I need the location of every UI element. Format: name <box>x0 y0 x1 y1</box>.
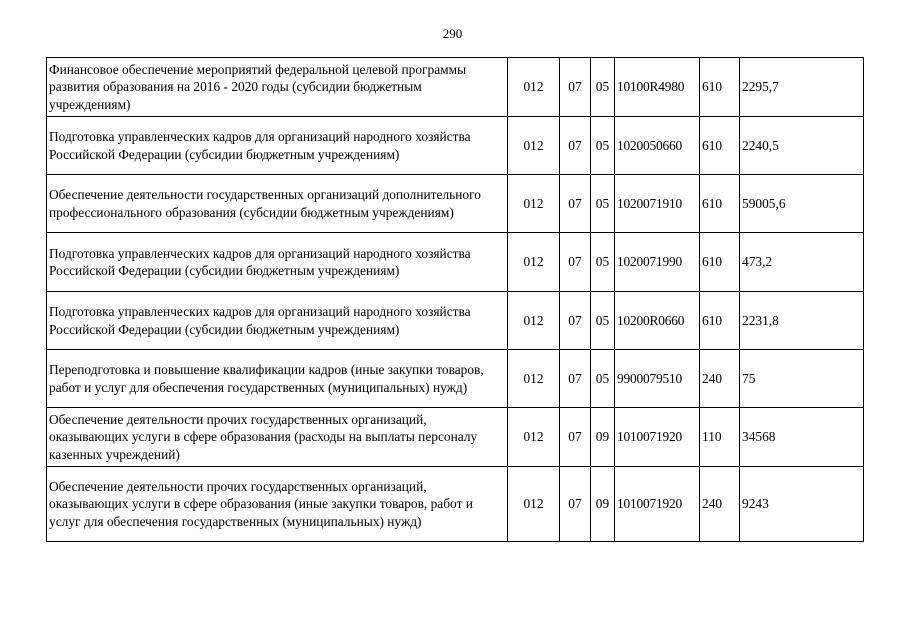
section-code-cell: 07 <box>560 292 591 350</box>
expense-type-code-cell: 240 <box>700 467 740 542</box>
amount-cell: 2231,8 <box>740 292 864 350</box>
expense-name-cell: Подготовка управленческих кадров для организаций народного хозяйства Российской Федерации (субсидии бюджетным учреждениям) <box>47 117 508 175</box>
section-code-cell: 07 <box>560 175 591 233</box>
expense-type-code-cell: 610 <box>700 233 740 292</box>
target-item-code-cell: 1020050660 <box>615 117 700 175</box>
expense-name-cell: Подготовка управленческих кадров для организаций народного хозяйства Российской Федерации (субсидии бюджетным учреждениям) <box>47 233 508 292</box>
amount-cell: 59005,6 <box>740 175 864 233</box>
section-code-cell: 07 <box>560 408 591 467</box>
expense-type-code-cell: 610 <box>700 117 740 175</box>
target-item-code-cell: 1010071920 <box>615 408 700 467</box>
subsection-code-cell: 05 <box>591 175 615 233</box>
ministry-code-cell: 012 <box>508 175 560 233</box>
expense-type-code-cell: 610 <box>700 58 740 117</box>
amount-cell: 473,2 <box>740 233 864 292</box>
expense-name-cell: Подготовка управленческих кадров для организаций народного хозяйства Российской Федерации (субсидии бюджетным учреждениям) <box>47 292 508 350</box>
subsection-code-cell: 05 <box>591 233 615 292</box>
table-row <box>47 292 864 350</box>
ministry-code-cell: 012 <box>508 350 560 408</box>
subsection-code-cell: 09 <box>591 408 615 467</box>
expense-name-cell: Финансовое обеспечение мероприятий федеральной целевой программы развития образования на 2016 - 2020 годы (субсидии бюджетным учреждениям) <box>47 58 508 117</box>
amount-cell: 75 <box>740 350 864 408</box>
amount-cell: 2240,5 <box>740 117 864 175</box>
expense-type-code-cell: 110 <box>700 408 740 467</box>
expense-name-cell: Обеспечение деятельности государственных организаций дополнительного профессионального образования (субсидии бюджетным учреждениям) <box>47 175 508 233</box>
ministry-code-cell: 012 <box>508 117 560 175</box>
subsection-code-cell: 09 <box>591 467 615 542</box>
target-item-code-cell: 1020071910 <box>615 175 700 233</box>
subsection-code-cell: 05 <box>591 117 615 175</box>
expense-name-cell: Обеспечение деятельности прочих государственных организаций, оказывающих услуги в сфере образования (иные закупки товаров, работ и услуг для обеспечения государственных (муниципальных) нужд) <box>47 467 508 542</box>
expense-type-code-cell: 240 <box>700 350 740 408</box>
target-item-code-cell: 10200R0660 <box>615 292 700 350</box>
ministry-code-cell: 012 <box>508 292 560 350</box>
budget-table <box>46 57 864 542</box>
ministry-code-cell: 012 <box>508 467 560 542</box>
section-code-cell: 07 <box>560 117 591 175</box>
budget-table-body <box>47 58 864 542</box>
expense-name-cell: Обеспечение деятельности прочих государственных организаций, оказывающих услуги в сфере образования (расходы на выплаты персоналу казенных учреждений) <box>47 408 508 467</box>
subsection-code-cell: 05 <box>591 58 615 117</box>
expense-type-code-cell: 610 <box>700 292 740 350</box>
ministry-code-cell: 012 <box>508 233 560 292</box>
subsection-code-cell: 05 <box>591 292 615 350</box>
page-number: 290 <box>442 26 463 41</box>
expense-name-cell: Переподготовка и повышение квалификации кадров (иные закупки товаров, работ и услуг для обеспечения государственных (муниципальных) нужд) <box>47 350 508 408</box>
amount-cell: 34568 <box>740 408 864 467</box>
table-row <box>47 175 864 233</box>
table-row <box>47 408 864 467</box>
target-item-code-cell: 1010071920 <box>615 467 700 542</box>
ministry-code-cell: 012 <box>508 408 560 467</box>
ministry-code-cell: 012 <box>508 58 560 117</box>
section-code-cell: 07 <box>560 467 591 542</box>
expense-type-code-cell: 610 <box>700 175 740 233</box>
table-row <box>47 58 864 117</box>
section-code-cell: 07 <box>560 233 591 292</box>
subsection-code-cell: 05 <box>591 350 615 408</box>
target-item-code-cell: 1020071990 <box>615 233 700 292</box>
section-code-cell: 07 <box>560 350 591 408</box>
table-row <box>47 350 864 408</box>
table-row <box>47 117 864 175</box>
section-code-cell: 07 <box>560 58 591 117</box>
amount-cell: 2295,7 <box>740 58 864 117</box>
amount-cell: 9243 <box>740 467 864 542</box>
table-row <box>47 233 864 292</box>
target-item-code-cell: 10100R4980 <box>615 58 700 117</box>
target-item-code-cell: 9900079510 <box>615 350 700 408</box>
table-row <box>47 467 864 542</box>
